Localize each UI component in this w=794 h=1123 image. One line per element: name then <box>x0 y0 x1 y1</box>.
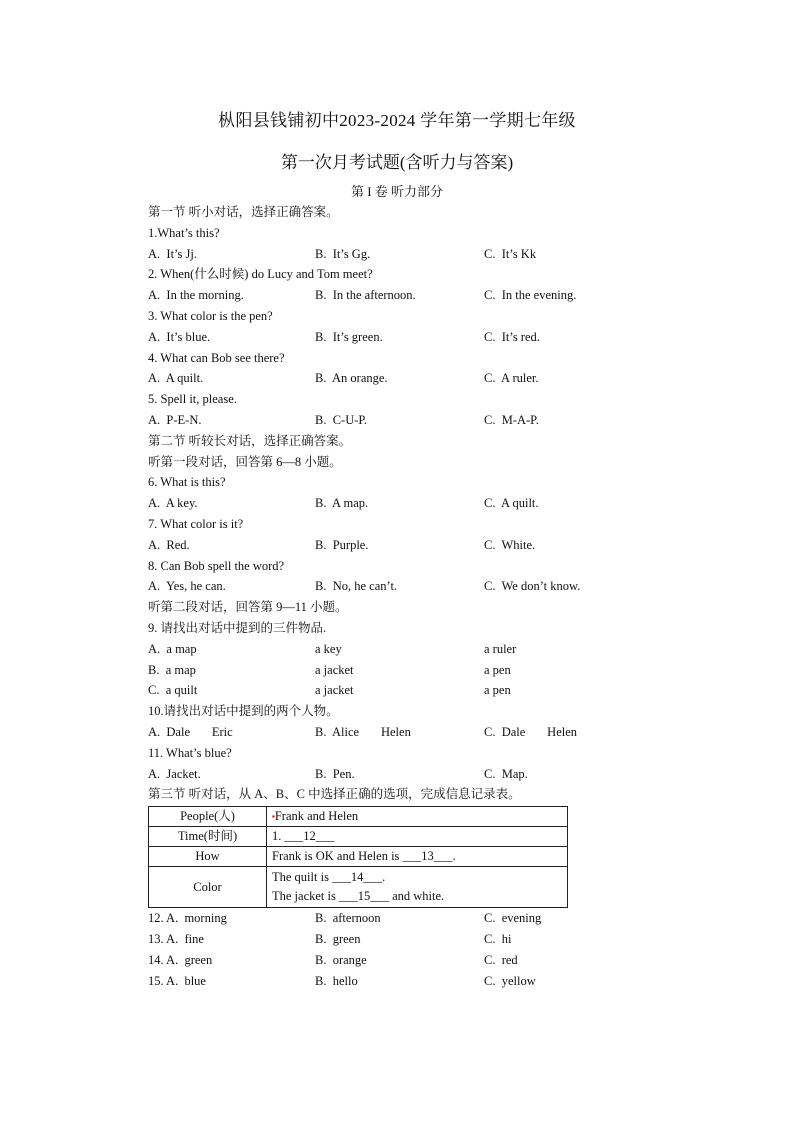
option-a: A. It’s Jj. <box>148 246 197 261</box>
exam-subtitle: 第一次月考试题(含听力与答案) <box>280 153 514 172</box>
question-stem: 6. What is this? <box>148 475 226 490</box>
option-b: B. orange <box>315 952 367 967</box>
options-row <box>148 576 588 597</box>
option-a-item2: a key <box>315 641 342 656</box>
question-stem: 3. What color is the pen? <box>148 308 273 323</box>
how-value: Frank is OK and Helen is ___13___. <box>267 847 568 867</box>
how-label: How <box>149 847 267 867</box>
color-value-cell <box>267 867 568 908</box>
options-row <box>148 535 588 556</box>
option-b: B. It’s Gg. <box>315 246 371 261</box>
option-a: A. Dale Eric <box>148 724 233 739</box>
option-b: B. Alice Helen <box>315 724 411 739</box>
question-stem: 8. Can Bob spell the word? <box>148 558 285 573</box>
option-b: B. In the afternoon. <box>315 288 416 303</box>
option-c: C. A ruler. <box>484 371 539 386</box>
option-a: 12. A. morning <box>148 911 227 926</box>
option-b: B. Purple. <box>315 537 369 552</box>
option-c-item2: a jacket <box>315 683 354 698</box>
option-c: C. It’s red. <box>484 329 540 344</box>
options-row <box>148 722 588 743</box>
color-value-quilt: The quilt is ___14___. <box>272 870 386 885</box>
option-a: 14. A. green <box>148 952 213 967</box>
question-stem: 5. Spell it, please. <box>148 392 237 407</box>
option-a: A. Yes, he can. <box>148 579 226 594</box>
option-a: A. It’s blue. <box>148 329 211 344</box>
options-row <box>148 285 588 306</box>
options-row <box>148 680 588 701</box>
people-label: People(人) <box>149 807 267 827</box>
color-label: Color <box>149 867 267 908</box>
option-c: C. M-A-P. <box>484 412 539 427</box>
color-value-jacket: The jacket is ___15___ and white. <box>272 889 445 904</box>
options-row <box>148 410 588 431</box>
question-stem: 7. What color is it? <box>148 516 244 531</box>
option-a: A. In the morning. <box>148 288 244 303</box>
table-row <box>149 807 568 827</box>
option-c: C. We don’t know. <box>484 579 581 594</box>
options-row <box>148 660 588 681</box>
option-c: C. White. <box>484 537 536 552</box>
options-row <box>148 493 588 514</box>
options-row <box>148 971 588 992</box>
option-a: A. Red. <box>148 537 190 552</box>
question-stem: 1.What’s this? <box>148 225 220 240</box>
option-b: B. afternoon <box>315 911 381 926</box>
option-b-item2: a jacket <box>315 662 354 677</box>
option-a: A. a map <box>148 641 197 656</box>
option-b-item3: a pen <box>484 662 511 677</box>
option-c: C. red <box>484 952 518 967</box>
option-b: B. It’s green. <box>315 329 383 344</box>
question-stem: 2. When(什么时候) do Lucy and Tom meet? <box>148 267 373 282</box>
option-c: C. Map. <box>484 766 528 781</box>
options-row <box>148 327 588 348</box>
section-heading: 第二节 听较长对话，选择正确答案。 <box>148 433 352 448</box>
option-a: A. Jacket. <box>148 766 201 781</box>
option-c: C. evening <box>484 911 542 926</box>
table-row <box>149 847 568 867</box>
options-row <box>148 764 588 785</box>
option-c: C. It’s Kk <box>484 246 537 261</box>
time-label: Time(时间) <box>149 827 267 847</box>
option-a: A. P-E-N. <box>148 412 202 427</box>
time-value: 1. ___12___ <box>267 827 568 847</box>
option-b: B. An orange. <box>315 371 388 386</box>
options-row <box>148 950 588 971</box>
options-row <box>148 244 588 265</box>
section-heading: 第一节 听小对话，选择正确答案。 <box>148 205 339 219</box>
exam-content <box>148 202 588 991</box>
option-c: C. Dale Helen <box>484 724 578 739</box>
question-stem: 11. What’s blue? <box>148 745 232 760</box>
option-c: C. yellow <box>484 973 536 988</box>
dialog-instruction: 听第一段对话，回答第 6—8 小题。 <box>148 454 342 469</box>
options-row <box>148 368 588 389</box>
question-stem: 10.请找出对话中提到的两个人物。 <box>148 704 339 719</box>
section-heading: 第三节 听对话，从 A、B、C 中选择正确的选项，完成信息记录表。 <box>148 787 521 802</box>
info-record-table <box>148 806 568 908</box>
question-stem: 9. 请找出对话中提到的三件物品. <box>148 620 327 635</box>
table-row <box>149 827 568 847</box>
option-b: B. hello <box>315 973 358 988</box>
option-a: 13. A. fine <box>148 931 204 946</box>
option-b: B. No, he can’t. <box>315 579 398 594</box>
option-b: B. Pen. <box>315 766 355 781</box>
option-c-item3: a pen <box>484 683 511 698</box>
option-c: C. a quilt <box>148 683 198 698</box>
table-row <box>149 867 568 908</box>
option-c: C. In the evening. <box>484 288 577 303</box>
option-b: B. green <box>315 931 361 946</box>
option-c: C. hi <box>484 931 512 946</box>
question-stem: 4. What can Bob see there? <box>148 350 285 365</box>
option-a-item3: a ruler <box>484 641 517 656</box>
options-row <box>148 908 588 929</box>
option-a: A. A key. <box>148 496 198 511</box>
option-a: A. A quilt. <box>148 371 204 386</box>
option-c: C. A quilt. <box>484 496 539 511</box>
edit-mark-icon: ▪ <box>272 812 275 822</box>
people-value-cell <box>267 807 568 827</box>
people-value: Frank and Helen <box>274 809 359 824</box>
exam-title: 枞阳县钱铺初中2023-2024 学年第一学期七年级 <box>218 111 576 130</box>
part-title: 第 I 卷 听力部分 <box>350 184 444 199</box>
option-b: B. C-U-P. <box>315 412 368 427</box>
option-a: 15. A. blue <box>148 973 206 988</box>
dialog-instruction: 听第二段对话，回答第 9—11 小题。 <box>148 600 348 615</box>
option-b: B. A map. <box>315 496 369 511</box>
options-row <box>148 929 588 950</box>
option-b: B. a map <box>148 662 196 677</box>
options-row <box>148 639 588 660</box>
